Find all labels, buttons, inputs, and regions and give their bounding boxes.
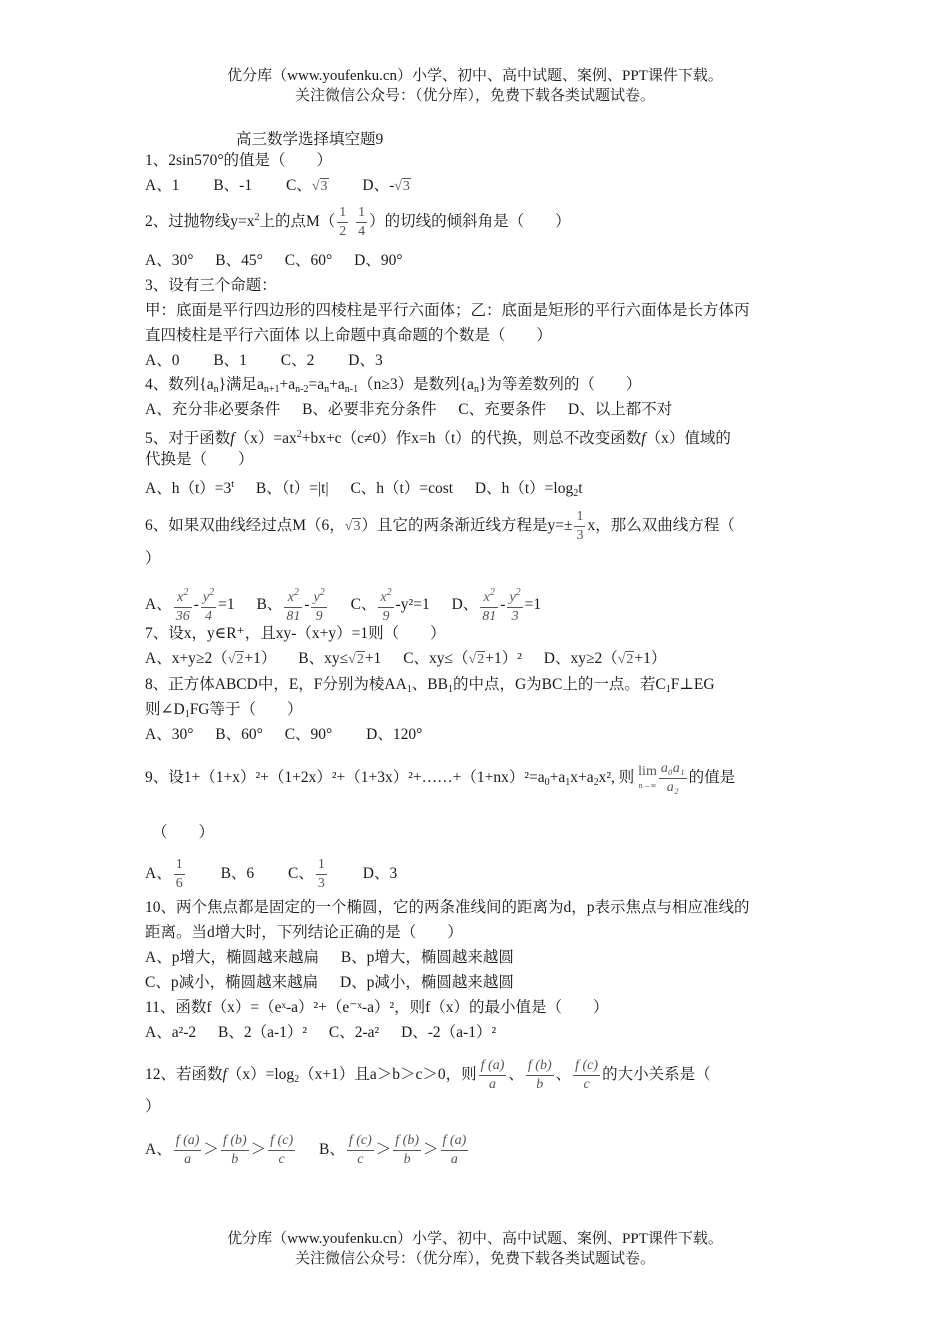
q5-option-b: B、（t）=|t| xyxy=(255,480,329,497)
q10-option-d: D、p减小，椭圆越来越圆 xyxy=(339,974,514,991)
q8-option-c: C、90° xyxy=(284,726,333,743)
q6-options xyxy=(145,584,541,626)
fraction: $\frac{x^2}{36}$ xyxy=(174,584,192,626)
q6-option-d: D、 $\frac{x^2}{81}$ - $\frac{y^2}{3}$ =1 xyxy=(452,596,542,613)
q4-options xyxy=(145,399,672,421)
header-line-2: 关注微信公众号：（优分库），免费下载各类试题试卷。 xyxy=(294,88,655,104)
q2-option-c: C、60° xyxy=(284,252,333,269)
sqrt-symbol: √2 xyxy=(227,652,244,667)
q3-option-d: D、3 xyxy=(348,352,383,369)
q1-option-b: B、-1 xyxy=(213,177,253,194)
fraction: $\frac{f (a)}{a}$ xyxy=(442,1133,467,1167)
fraction: $\frac{f (a)}{a}$ xyxy=(175,1133,200,1167)
q8-line-2: 则$\angle D_1FG$等于（ ） xyxy=(145,701,303,720)
q12-options xyxy=(145,1132,470,1169)
q11-option-c: C、2-a² xyxy=(328,1024,380,1041)
q7-options xyxy=(145,648,666,671)
sqrt-symbol: √2 xyxy=(468,652,485,667)
q12-line-2: ） xyxy=(145,1098,161,1115)
q5-options xyxy=(145,474,583,505)
q11-options xyxy=(145,1022,496,1044)
q10-option-b: B、p增大，椭圆越来越圆 xyxy=(340,949,514,966)
q10-options-row-1 xyxy=(145,947,514,969)
q3-option-c: C、2 xyxy=(280,352,315,369)
sqrt-symbol: √3 xyxy=(344,519,361,535)
q6-option-a: A、 $\frac{x^2}{36}$ - $\frac{y^2}{4}$ =1 xyxy=(145,596,235,613)
q9-options xyxy=(145,856,397,893)
q9-option-d: D、3 xyxy=(362,865,398,883)
q2-option-a: A、30° xyxy=(145,252,194,269)
q4-option-b: B、必要非充分条件 xyxy=(302,401,437,418)
q2-option-b: B、45° xyxy=(215,252,263,269)
footer-line-2: 关注微信公众号：（优分库），免费下载各类试题试卷。 xyxy=(294,1251,655,1267)
q10-options-row-2 xyxy=(145,972,514,994)
q8-option-d: D、120° xyxy=(366,726,423,743)
q3-options xyxy=(145,350,383,372)
fraction: $\frac{y^2}{4}$ xyxy=(201,584,216,626)
q11-option-b: B、2（a-1）² xyxy=(218,1024,308,1041)
q10-option-c: C、p减小，椭圆越来越扁 xyxy=(145,974,319,991)
sqrt-symbol: √3 xyxy=(311,179,328,194)
q7-option-b: B、xy≤√2+1 xyxy=(298,650,381,667)
limit-symbol: lim n→∞ xyxy=(638,763,657,790)
q8-option-a: A、30° xyxy=(145,726,194,743)
sqrt-symbol: √3 xyxy=(394,179,410,194)
q1-stem: 1、2sin570°的值是（ ） xyxy=(145,152,333,169)
fraction: $\frac{y^2}{3}$ xyxy=(507,584,522,626)
q10-line-1: 10、两个焦点都是固定的一个椭圆，它的两条准线间的距离为d，p表示焦点与相应准线的 xyxy=(145,899,750,916)
fraction: $\frac{1}{3}$ xyxy=(317,857,325,891)
fraction: $\frac{1}{6}$ xyxy=(175,857,183,891)
q3-line-3: 直四棱柱是平行六面体 以上命题中真命题的个数是（ ） xyxy=(145,327,552,344)
fraction: $\frac{x^2}{81}$ xyxy=(480,584,498,626)
page-title: 高三数学选择填空题9 xyxy=(236,131,384,148)
q9-line-2: （ ） xyxy=(152,824,215,841)
q11-option-a: A、a²-2 xyxy=(145,1024,197,1041)
q7-option-a: A、x+y≥2（√2+1） xyxy=(145,650,276,667)
q12-option-a: A、 $\frac{f (a)}{a}$ ＞ $\frac{f (b)}{b}$ ＞ $\frac{f (c)}{c}$ xyxy=(145,1133,294,1167)
q6-stem: 6、如果双曲线经过点M（6，√3）且它的两条渐近线方程是y=± $\frac{1}{3}$ x，那么双曲线方程（ xyxy=(145,509,735,543)
q7-stem: 7、设x，y∈R⁺，且xy-（x+y）=1则（ ） xyxy=(145,625,446,642)
fraction: $\frac{f (a)}{a}$ xyxy=(480,1058,505,1092)
q10-option-a: A、p增大，椭圆越来越扁 xyxy=(145,949,319,966)
q7-option-c: C、xy≤（√2+1）² xyxy=(403,650,522,667)
q10-line-2: 距离。当d增大时，下列结论正确的是（ ） xyxy=(145,924,463,941)
q1-option-c: C、 xyxy=(285,177,312,194)
q4-option-d: D、以上都不对 xyxy=(568,401,673,418)
q9-option-a: A、 $\frac{1}{6}$ xyxy=(145,857,183,891)
q5-option-a: A、$h(t)=3^t$ xyxy=(145,479,235,497)
q11-option-d: D、-2（a-1）² xyxy=(401,1024,497,1041)
q5-option-d: D、$h(t)=\log_2t$ xyxy=(474,480,583,499)
q2-stem: 2、过抛物线$y=x^2$上的点M（ $\frac{1}{2}$ $\frac{1}{4}$ ）的切线的倾斜角是（ ） xyxy=(145,205,571,239)
q2-option-d: D、90° xyxy=(354,252,403,269)
fraction: $\frac{f (b)}{b}$ xyxy=(395,1133,419,1167)
q1-options xyxy=(145,175,411,198)
fraction: $\frac{f (c)}{c}$ xyxy=(575,1058,599,1092)
q5-option-c: C、h（t）=cost xyxy=(350,480,454,497)
q1-option-a: A、1 xyxy=(145,177,180,194)
fraction: $\frac{f (c)}{c}$ xyxy=(270,1133,294,1167)
q1-option-d: D、- xyxy=(362,177,395,194)
sqrt-symbol: √2 xyxy=(348,652,364,667)
q4-stem: 4、数列$\{a_n\}$满足$a_{n+1}+a_{n-2}=a_n+a_{n-1}(n\ge 3)$是数列$\{a_n\}$为等差数列的（ ） xyxy=(145,376,642,395)
fraction: $\frac{f (b)}{b}$ xyxy=(527,1058,552,1092)
q8-option-b: B、60° xyxy=(215,726,263,743)
fraction: $\frac{f (c)}{c}$ xyxy=(348,1133,372,1167)
q3-option-b: B、1 xyxy=(213,352,247,369)
q9-option-c: C、 $\frac{1}{3}$ xyxy=(288,857,325,891)
q4-option-a: A、充分非必要条件 xyxy=(145,401,281,418)
q7-option-d: D、xy≥2（√2+1） xyxy=(544,650,667,667)
fraction: $\frac{1}{4}$ xyxy=(358,205,366,239)
q3-option-a: A、0 xyxy=(145,352,180,369)
fraction: $\frac{1}{3}$ xyxy=(576,509,584,543)
q9-option-b: B、6 xyxy=(220,865,255,883)
q4-option-c: C、充要条件 xyxy=(458,401,547,418)
q11-stem: 11、函数f（x）=（eˣ-a）²+（e⁻ˣ-a）²，则f（x）的最小值是（ ） xyxy=(145,999,609,1016)
fraction: $\frac{\text{a₀a₁}}{\text{a₂}}$ xyxy=(660,761,685,795)
q12-option-b: B、 $\frac{f (c)}{c}$ ＞ $\frac{f (b)}{b}$ ＞ $\frac{f (a)}{a}$ xyxy=(318,1133,467,1167)
sqrt-symbol: √2 xyxy=(617,652,634,667)
q3-line-2: 甲：底面是平行四边形的四棱柱是平行六面体；乙：底面是矩形的平行六面体是长方体丙 xyxy=(145,302,750,319)
fraction: $\frac{y^2}{9}$ xyxy=(311,584,326,626)
q12-stem: 12、若函数$f(x)=\log_2(x+1)$且a＞b＞c＞0，则 $\frac{f (a)}{a}$ 、 $\frac{f (b)}{b}$ 、 $\frac{f (c)}{c}$ 的大小关系是（ xyxy=(145,1058,711,1092)
footer-line-1: 优分库（www.youfenku.cn）小学、初中、高中试题、案例、PPT课件下载。 xyxy=(227,1231,723,1247)
q8-options xyxy=(145,724,422,746)
fraction: $\frac{x^2}{9}$ xyxy=(378,584,393,626)
q6-option-c: C、 $\frac{x^2}{9}$ -y²=1 xyxy=(351,596,430,613)
q2-options xyxy=(145,250,403,272)
q6-option-b: B、 $\frac{x^2}{81}$ - $\frac{y^2}{9}$ xyxy=(256,596,328,613)
header-line-1: 优分库（www.youfenku.cn）小学、初中、高中试题、案例、PPT课件下载。 xyxy=(227,68,723,84)
q9-stem: 9、设$1+(1+x)^2+(1+2x)^2+(1+3x)^2+\dots\dots+(1+nx)^2=a_0+a_1x+a_2x^2$, 则 lim n→∞ $\frac{\text{a₀a₁}}{\text{a₂}}$ 的值是 xyxy=(145,761,736,795)
fraction: $\frac{x^2}{81}$ xyxy=(284,584,302,626)
fraction: $\frac{1}{2}$ xyxy=(339,205,347,239)
fraction: $\frac{f (b)}{b}$ xyxy=(222,1133,247,1167)
q3-stem: 3、设有三个命题： xyxy=(145,277,277,294)
q5-line-2: 代换是（ ） xyxy=(145,451,254,468)
q5-stem: 5、对于函数$f(x)=ax^2+bx+c(c\ne 0)$作x=h（t）的代换，则总不改变函数f（x）值域的 xyxy=(145,429,731,447)
q6-line-2: ） xyxy=(145,550,161,567)
q8-stem: 8、正方体ABCD中，E，F分别为棱$AA_1$、$BB_1$的中点，G为BC上的一点。若$C_1F\perp EG$ xyxy=(145,676,715,695)
